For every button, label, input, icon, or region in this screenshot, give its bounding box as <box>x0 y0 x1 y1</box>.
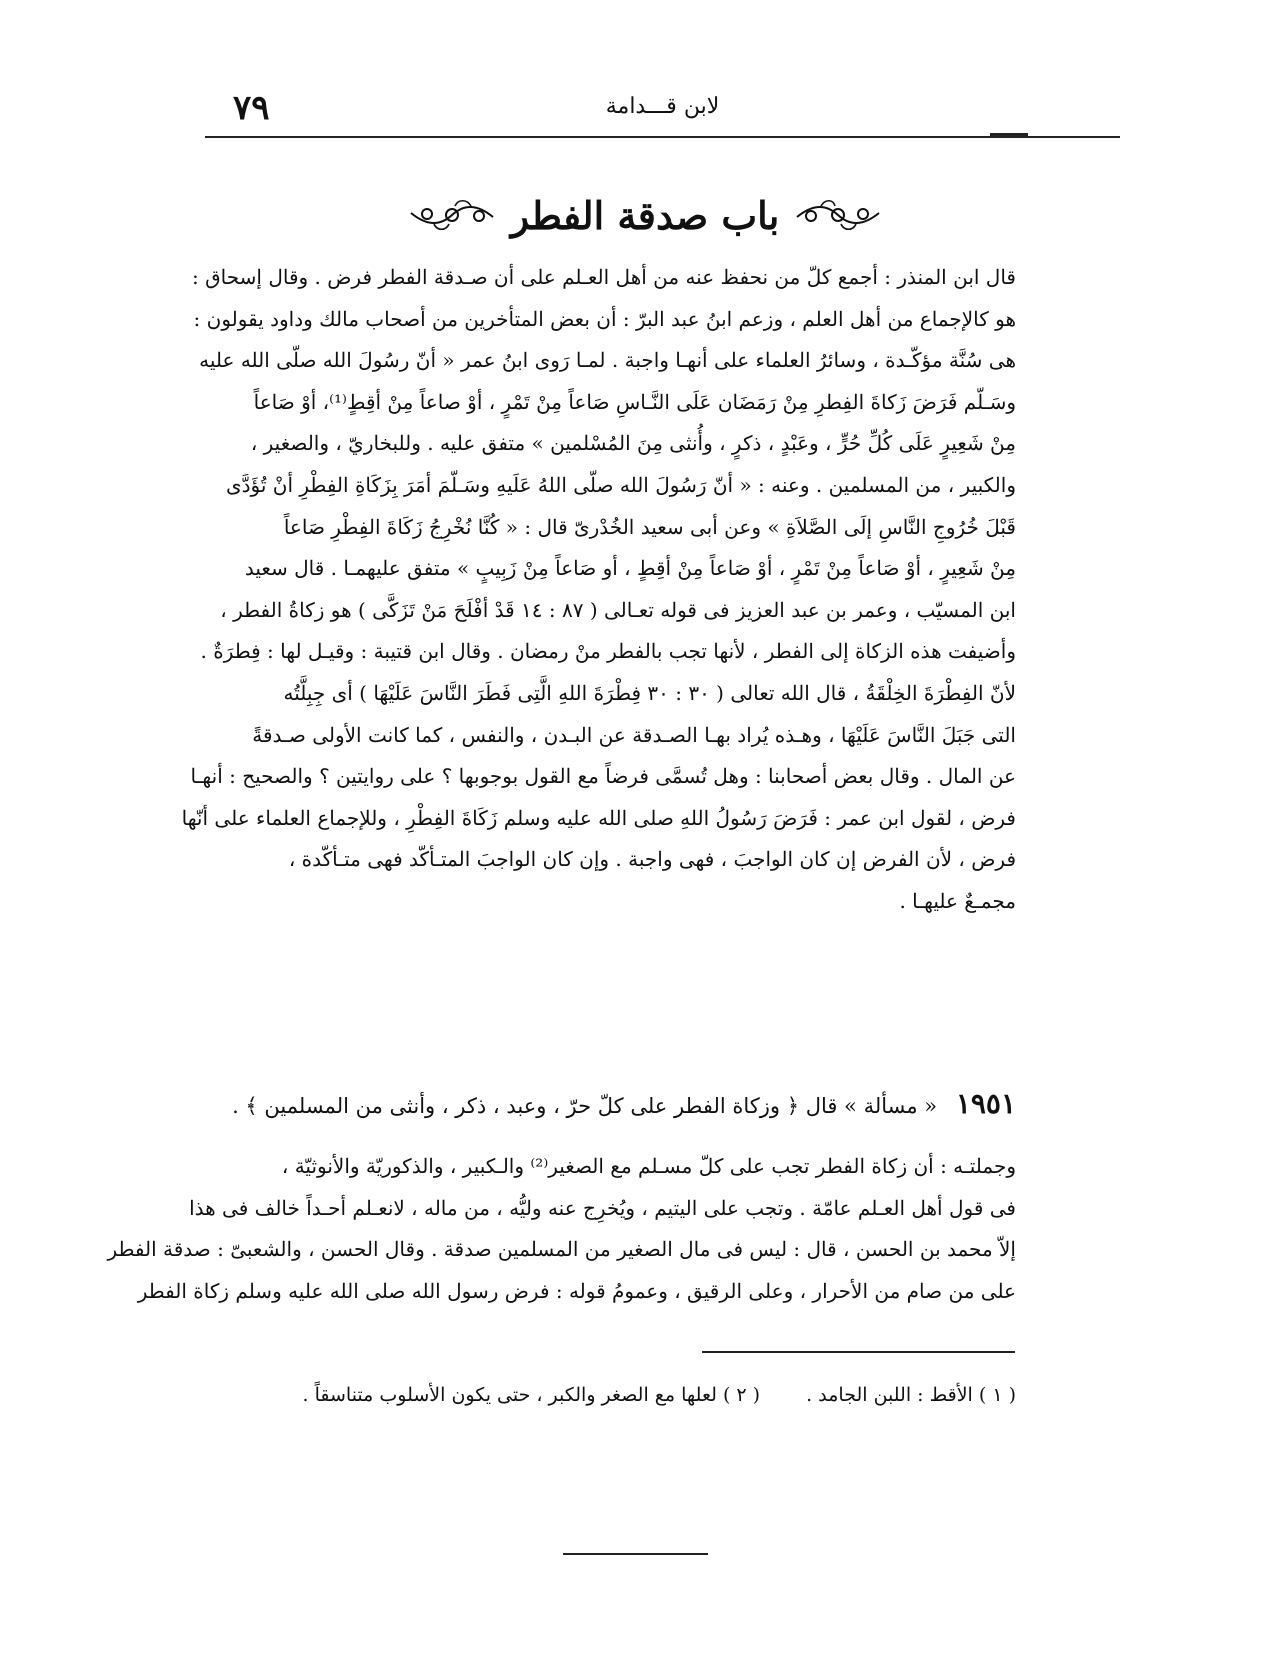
right-ornament-icon <box>793 196 883 234</box>
main-text-line: التى جَبَلَ النَّاسَ عَلَيْهَا ، وهـذه يُراد بهـا الصـدقة عن البـدن ، والنفس ، كما كانت الأولى صـدقةً <box>252 722 1016 747</box>
bottom-divider <box>563 1553 708 1555</box>
main-text-line: هو كالإجماع من أهل العلم ، وزعم ابنُ عبد البرّ : أن بعض المتأخرين من أصحاب مالك وداود يقولون : <box>193 306 1016 331</box>
page-number: ٧٩ <box>233 88 270 128</box>
left-ornament-icon <box>407 196 497 234</box>
main-text-line: عن المال . وقال بعض أصحابنا : وهل تُسمَّى فرضاً مع القول بوجوبها ؟ على روايتين ؟ والصحيح : أنهـا <box>190 764 1016 789</box>
issue-text-line: وجملتـه : أن زكاة الفطر تجب على كلّ مسـلم مع الصغير⁽²⁾ والـكبير ، والذكوريّة والأنوثيّة ، <box>281 1154 1016 1178</box>
running-head <box>205 88 1120 140</box>
footnote-1: ( ١ ) الأقط : اللبن الجامد . <box>806 1384 1016 1406</box>
issue-text-line: إلاّ محمد بن الحسن ، قال : ليس فى مال الصغير من المسلمين صدقة . وقال الحسن ، والشعبىّ : صدقة الفطر <box>107 1237 1016 1262</box>
main-text-line: هى سُنَّة مؤكّـدة ، وسائرُ العلماء على أنهـا واجبة . لمـا رَوى ابنُ عمر « أنّ رسُولَ الله صلّى الله عليه <box>199 348 1016 373</box>
footnote-2: ( ٢ ) لعلها مع الصغر والكبر ، حتى يكون الأسلوب متناسقاً . <box>302 1384 761 1406</box>
main-text-line: فرض ، لأن الفرض إن كان الواجبَ ، فهى واجبة . وإن كان الواجبَ المتـأكّد فهى متـأكّدة ، <box>288 847 1016 872</box>
book-title: لابن قـــدامة <box>605 94 720 119</box>
issue-body-text <box>107 1146 1016 1312</box>
main-text-line: قَبْلَ خُرُوجِ النَّاسِ إلَى الصَّلاَةِ » وعن أبى سعيد الخُدْرىّ قال : « كُنَّا نُخْرِجُ زَكَاةَ الفِطْرِ صَاعاً <box>283 514 1016 539</box>
chapter-heading <box>300 180 990 250</box>
main-text-line: وسَـلّم فَرَضَ زَكاةَ الفِطرِ مِنْ رَمَضَان عَلَى النَّـاسِ صَاعاً مِنْ تَمْرٍ ، أوْ صاعاً مِنْ أقِطٍ⁽¹⁾، أوْ صَاعاً <box>253 389 1016 414</box>
main-text-line: ابن المسيّب ، وعمر بن عبد العزيز فى قوله تعـالى ( ٨٧ : ١٤ قَدْ أفْلَحَ مَنْ تَزَكَّى ) هو زكاةُ الفطر ، <box>220 597 1016 622</box>
issue-title-text: « مسألة » قال ﴿ وزكاة الفطر على كلّ حرّ ، وعبد ، ذكر ، وأنثى من المسلمين ﴾ . <box>232 1094 938 1118</box>
main-text-line: مِنْ شَعِيرٍ عَلَى كُلِّ حُرٍّ ، وعَبْدٍ ، ذكرٍ ، وأُنثى مِنَ المُسْلمين » متفق عليه . وللبخاريّ ، والصغير ، <box>250 431 1016 456</box>
main-body-text <box>181 257 1016 923</box>
issue-text-line: على من صام من الأحرار ، وعلى الرقيق ، وعمومُ قوله : فرض رسول الله صلى الله عليه وسلم زكاة الفطر <box>137 1278 1016 1303</box>
header-rule <box>205 136 1120 138</box>
main-text-line: مجمـعٌ عليهـا . <box>899 888 1016 913</box>
footnote-divider <box>702 1351 1015 1353</box>
chapter-title: باب صدقة الفطر <box>510 192 780 238</box>
main-text-line: قال ابن المنذر : أجمع كلّ من نحفظ عنه من أهل العـلم على أن صـدقة الفطر فرض . وقال إسحاق : <box>192 265 1016 289</box>
main-text-line: مِنْ شَعِيرٍ ، أوْ صَاعاً مِنْ تَمْرٍ ، أوْ صَاعاً مِنْ أقِطٍ ، أو صَاعاً مِنْ زَبِيبٍ » متفق عليهمـا . قال سعيد <box>244 556 1016 581</box>
header-rule-accent <box>990 133 1028 138</box>
issue-text-line: فى قول أهل العـلم عامّة . وتجب على اليتيم ، ويُخرِج عنه وليُّه ، من ماله ، لانعـلم أحـداً خالف فى هذا <box>189 1195 1016 1220</box>
issue-heading <box>208 1084 1016 1126</box>
footnotes <box>208 1378 1016 1412</box>
main-text-line: والكبير ، من المسلمين . وعنه : « أنّ رَسُولَ الله صلّى اللهُ عَلَيهِ وسَـلّمَ أمَرَ بِزَكَاةِ الفِطْرِ أنْ تُؤَدَّى <box>225 472 1016 497</box>
issue-number: ١٩٥١ <box>955 1087 1016 1120</box>
main-text-line: فرض ، لقول ابن عمر : فَرَضَ رَسُولُ اللهِ صلى الله عليه وسلم زَكَاةَ الفِطْرِ ، وللإجماع العلماء على أنّها <box>181 805 1016 830</box>
main-text-line: لأنّ الفِطْرَةَ الخِلْقَةُ ، قال الله تعالى ( ٣٠ : ٣٠ فِطْرَةَ اللهِ الَّتِى فَطَرَ النَّاسَ عَلَيْهَا ) أى جِبِلَّتُه <box>283 680 1016 705</box>
main-text-line: وأضيفت هذه الزكاة إلى الفطر ، لأنها تجب بالفطر منْ رمضان . وقال ابن قتيبة : وقيـل لها : فِطرَةٌ . <box>200 639 1016 664</box>
